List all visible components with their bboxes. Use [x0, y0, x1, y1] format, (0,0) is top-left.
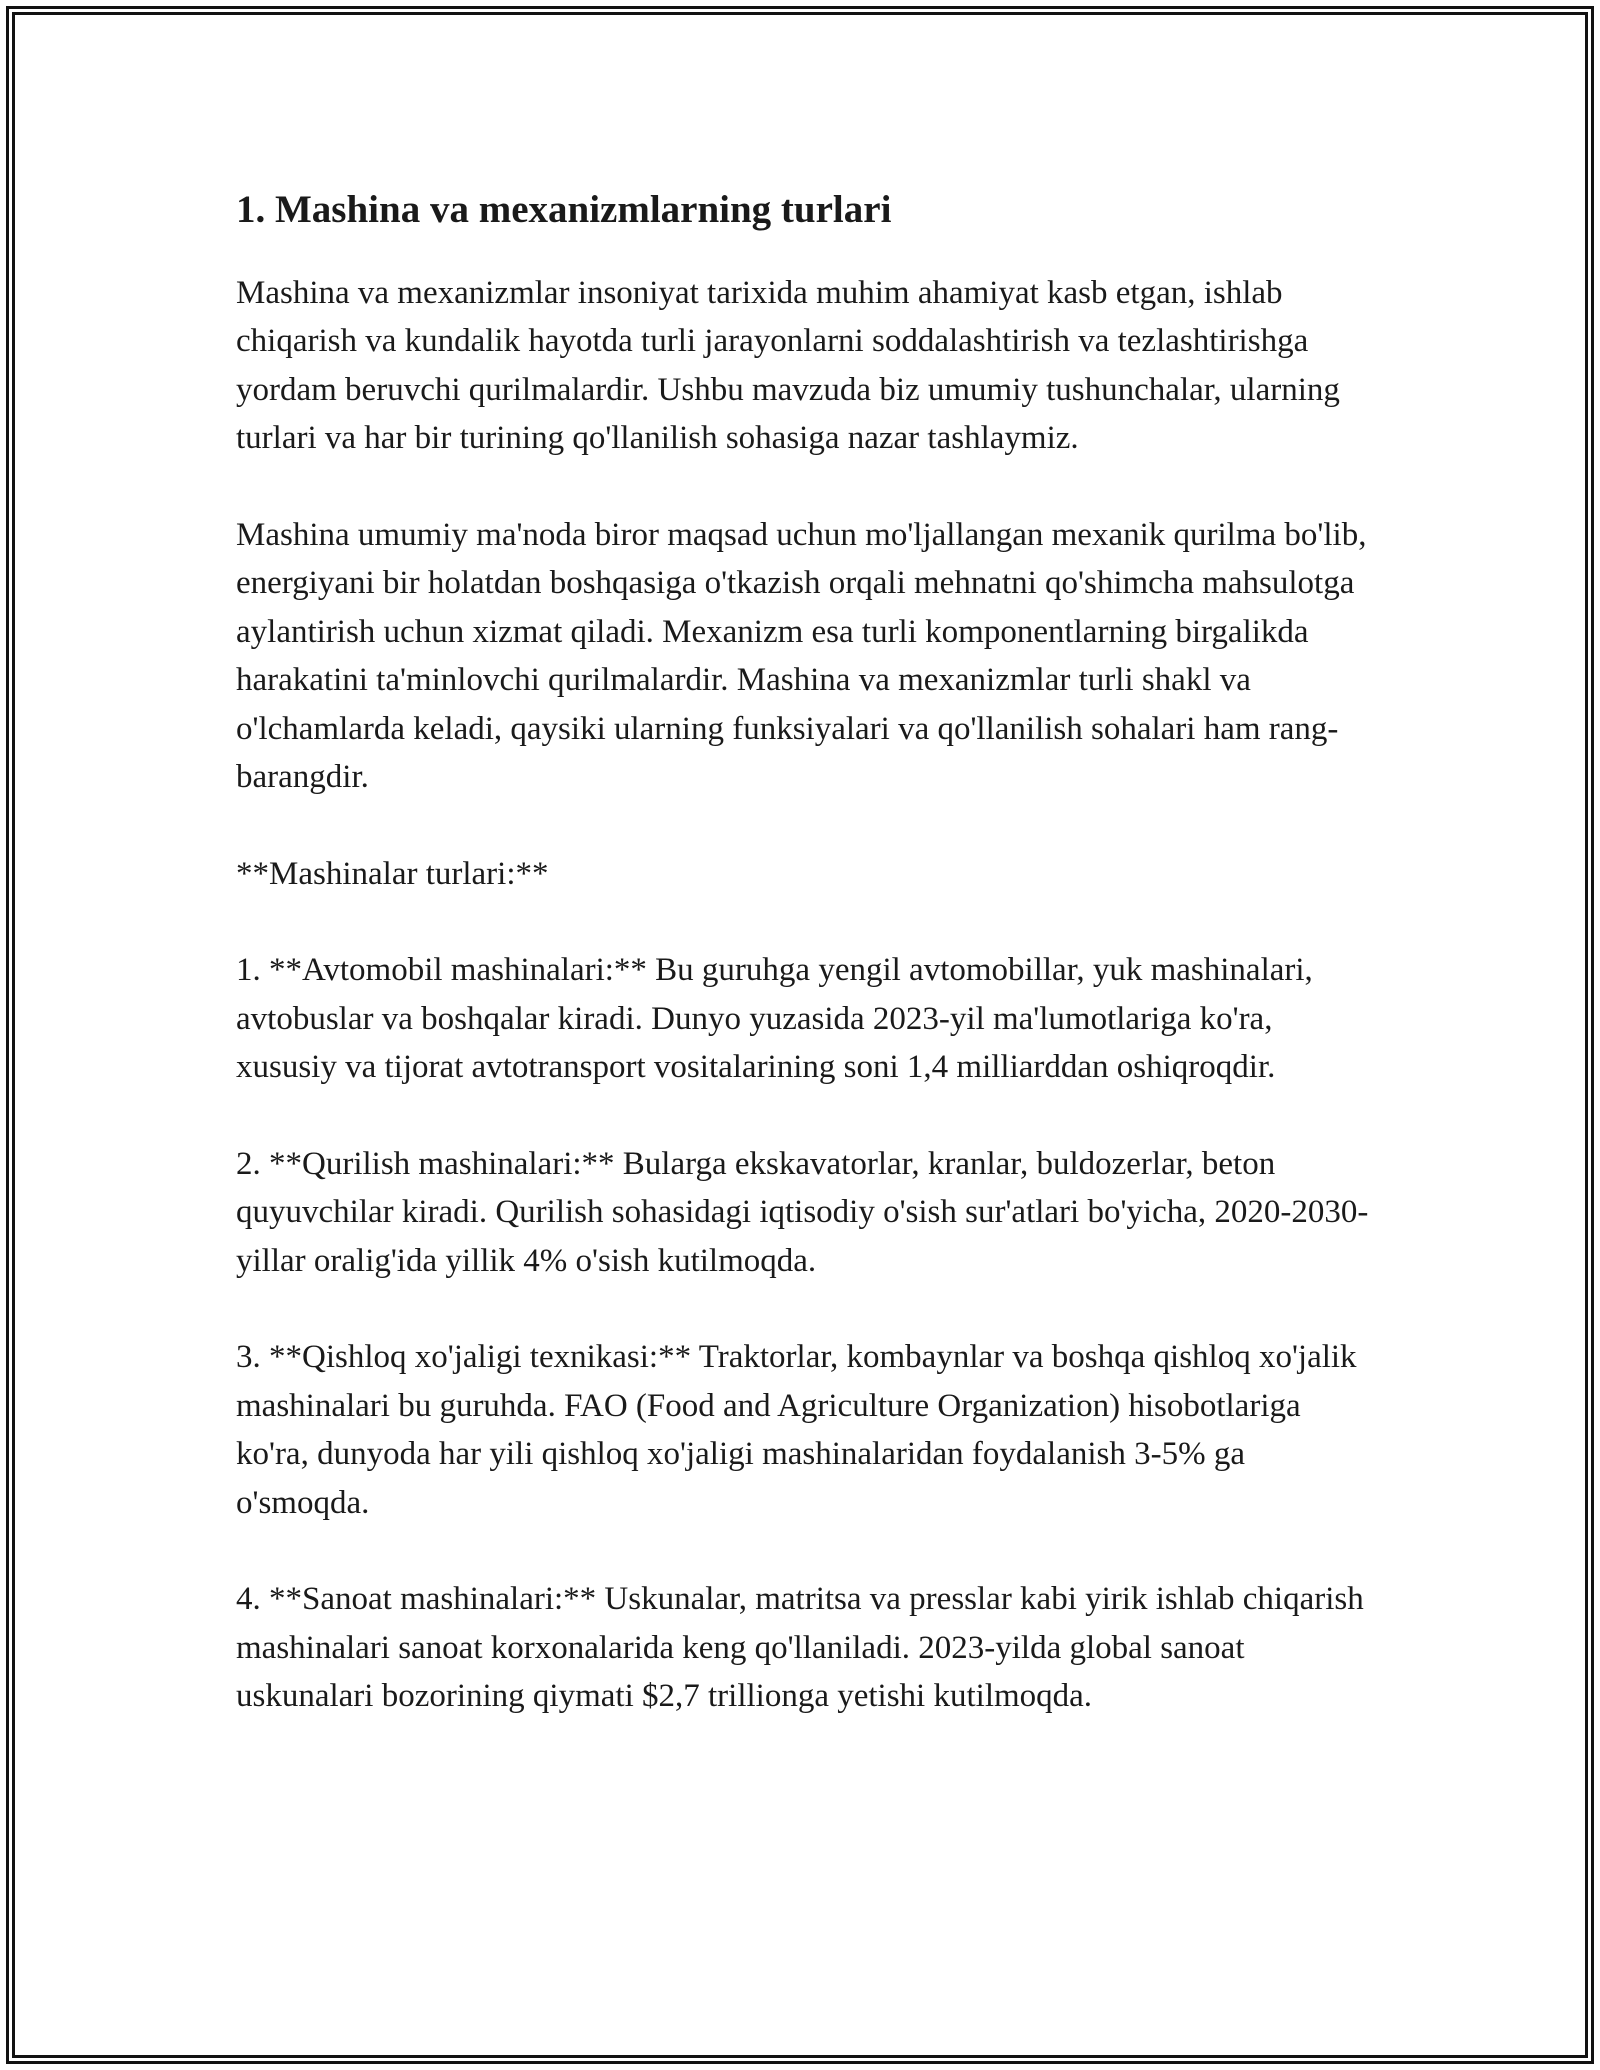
list-item-automobile: 1. **Avtomobil mashinalari:** Bu guruhga yengil avtomobillar, yuk mashinalari, avtobuslar va boshqalar kiradi. Dunyo yuzasida 2023-yil ma'lumotlariga ko'ra, xususiy va tijorat avtotransport vositalarining soni 1,4 milliarddan oshiqroqdir.: [236, 952, 1313, 1086]
list-item-industrial: 4. **Sanoat mashinalari:** Uskunalar, matritsa va presslar kabi yirik ishlab chiqarish mashinalari sanoat korxonalarida keng qo'llaniladi. 2023-yilda global sanoat uskunalari bozorining qiymati $2,7 trillionga yetishi kutilmoqda.: [236, 1581, 1364, 1715]
intro-paragraph: Mashina va mexanizmlar insoniyat tarixida muhim ahamiyat kasb etgan, ishlab chiqarish va kundalik hayotda turli jarayonlarni soddalashtirish va tezlashtirishga yordam beruvchi qurilmalardir. Ushbu mavzuda biz umumiy tushunchalar, ularning turlari va har bir turining qo'llanilish sohasiga nazar tashlaymiz.: [236, 274, 1340, 457]
list-item-agriculture: 3. **Qishloq xo'jaligi texnikasi:** Traktorlar, kombaynlar va boshqa qishloq xo'jalik mashinalari bu guruhda. FAO (Food and Agriculture Organization) hisobotlariga ko'ra, dunyoda har yili qishloq xo'jaligi mashinalaridan foydalanish 3-5% ga o'smoqda.: [236, 1339, 1357, 1521]
document-body: [236, 186, 1376, 1769]
machine-types-heading: **Mashinalar turlari:**: [236, 855, 549, 892]
definition-paragraph: Mashina umumiy ma'noda biror maqsad uchun mo'ljallangan mexanik qurilma bo'lib, energiyani bir holatdan boshqasiga o'tkazish orqali mehnatni qo'shimcha mahsulotga aylantirish uchun xizmat qiladi. Mexanizm esa turli komponentlarning birgalikda harakatini ta'minlovchi qurilmalardir. Mashina va mexanizmlar turli shakl va o'lchamlarda keladi, qaysiki ularning funksiyalari va qo'llanilish sohalari ham rang-barangdir.: [236, 516, 1367, 796]
section-heading: 1. Mashina va mexanizmlarning turlari: [236, 188, 892, 231]
list-item-construction: 2. **Qurilish mashinalari:** Bularga ekskavatorlar, kranlar, buldozerlar, beton quyuvchilar kiradi. Qurilish sohasidagi iqtisodiy o'sish sur'atlari bo'yicha, 2020-2030-yillar oralig'ida yillik 4% o'sish kutilmoqda.: [236, 1145, 1369, 1279]
